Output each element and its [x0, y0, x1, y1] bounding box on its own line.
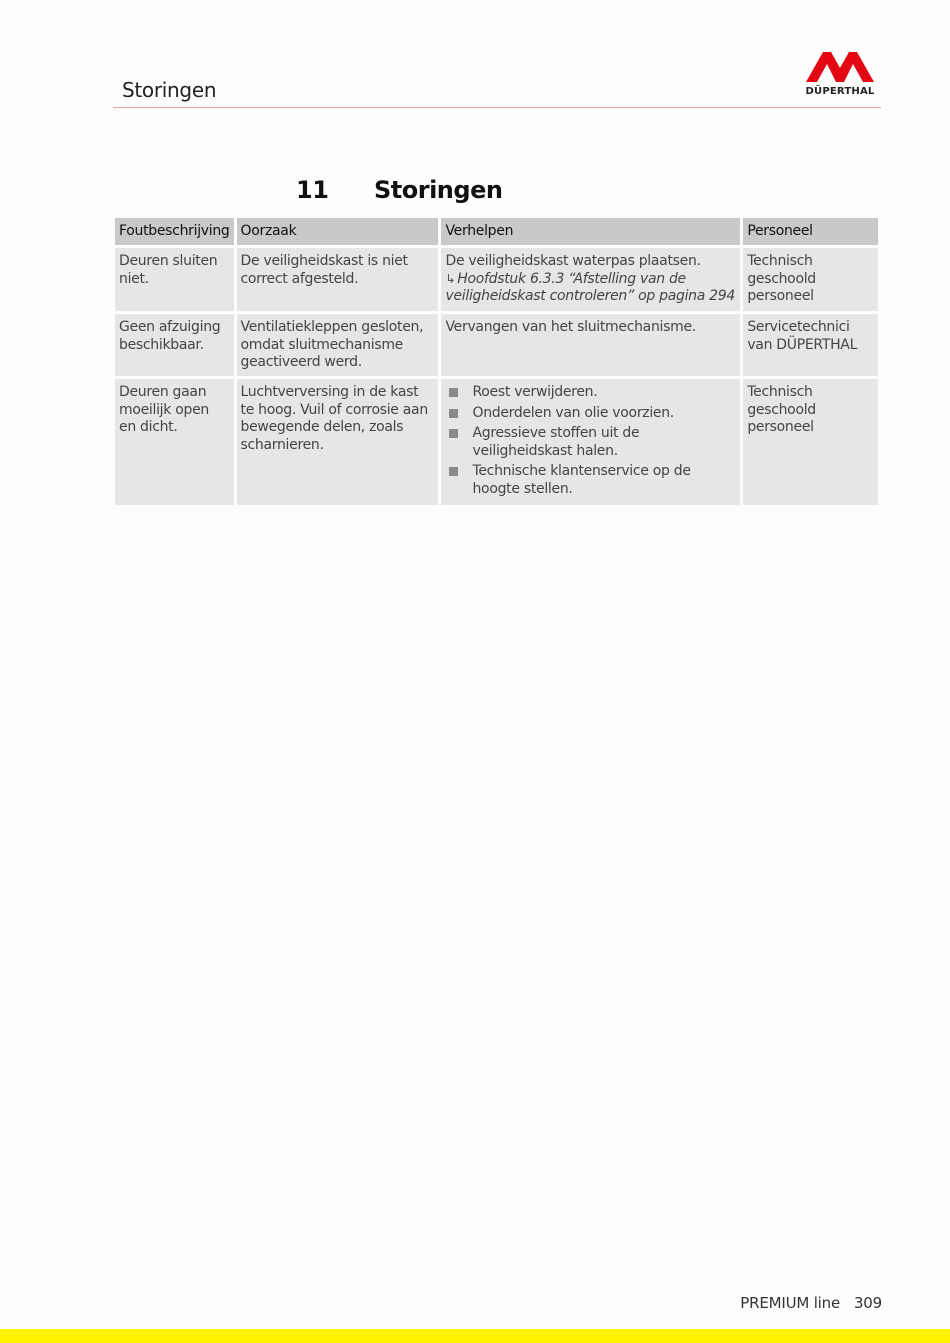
remedy-cell: Vervangen van het sluitmechanisme. [441, 314, 740, 376]
remedy-list [445, 384, 736, 498]
personnel-cell: Technisch geschoold personeel [743, 248, 878, 311]
personnel-cell: Servicetechnici van DÜPERTHAL [743, 314, 878, 376]
list-item-text: Technische klantenservice op de hoogte stellen. [472, 463, 691, 497]
column-header-fault: Foutbeschrijving [115, 218, 234, 245]
cause-cell: Luchtverversing in de kast te hoog. Vuil of corrosie aan bewegende delen, zoals scharnieren. [237, 379, 439, 505]
square-bullet-icon [449, 388, 458, 397]
chapter-title: Storingen [374, 176, 503, 204]
table-row [115, 379, 878, 505]
list-item [445, 384, 736, 402]
list-item-text: Agressieve stoffen uit de veiligheidskast halen. [472, 425, 640, 459]
column-header-cause: Oorzaak [237, 218, 439, 245]
table-header-row [115, 218, 878, 245]
footer-color-bar [0, 1329, 950, 1343]
flame-roof-icon [803, 48, 877, 86]
list-item [445, 463, 736, 498]
page-footer [740, 1294, 882, 1312]
column-header-personnel: Personeel [743, 218, 878, 245]
page-number: 309 [853, 1294, 882, 1312]
square-bullet-icon [449, 429, 458, 438]
square-bullet-icon [449, 467, 458, 476]
logo-wordmark: DÜPERTHAL [805, 86, 875, 97]
cross-reference-link[interactable] [445, 271, 736, 306]
remedy-cell [441, 379, 740, 505]
chapter-number: 11 [296, 176, 329, 204]
header-divider [113, 107, 881, 108]
fault-cell: Geen afzuiging beschikbaar. [115, 314, 234, 376]
table-row [115, 314, 878, 376]
list-item-text: Onderdelen van olie voorzien. [472, 404, 674, 421]
fault-cell: Deuren sluiten niet. [115, 248, 234, 311]
table-row [115, 248, 878, 311]
cause-cell: De veiligheidskast is niet correct afgesteld. [237, 248, 439, 311]
running-header-title: Storingen [122, 78, 217, 102]
duperthal-logo [803, 48, 877, 100]
fault-cell: Deuren gaan moeilijk open en dicht. [115, 379, 234, 505]
square-bullet-icon [449, 409, 458, 418]
footer-product-name: PREMIUM line [740, 1294, 840, 1312]
remedy-text: De veiligheidskast waterpas plaatsen. [445, 253, 701, 269]
reference-arrow-icon: ↳ [445, 271, 456, 286]
personnel-cell: Technisch geschoold personeel [743, 379, 878, 505]
cross-reference-text: Hoofdstuk 6.3.3 “Afstelling van de veiligheidskast controleren” op pagina 294 [445, 270, 735, 304]
list-item [445, 425, 736, 460]
remedy-cell [441, 248, 740, 311]
fault-table [112, 215, 881, 508]
column-header-remedy: Verhelpen [441, 218, 740, 245]
cause-cell: Ventilatiekleppen gesloten, omdat sluitmechanisme geactiveerd werd. [237, 314, 439, 376]
list-item-text: Roest verwijderen. [472, 384, 598, 400]
list-item [445, 405, 736, 423]
